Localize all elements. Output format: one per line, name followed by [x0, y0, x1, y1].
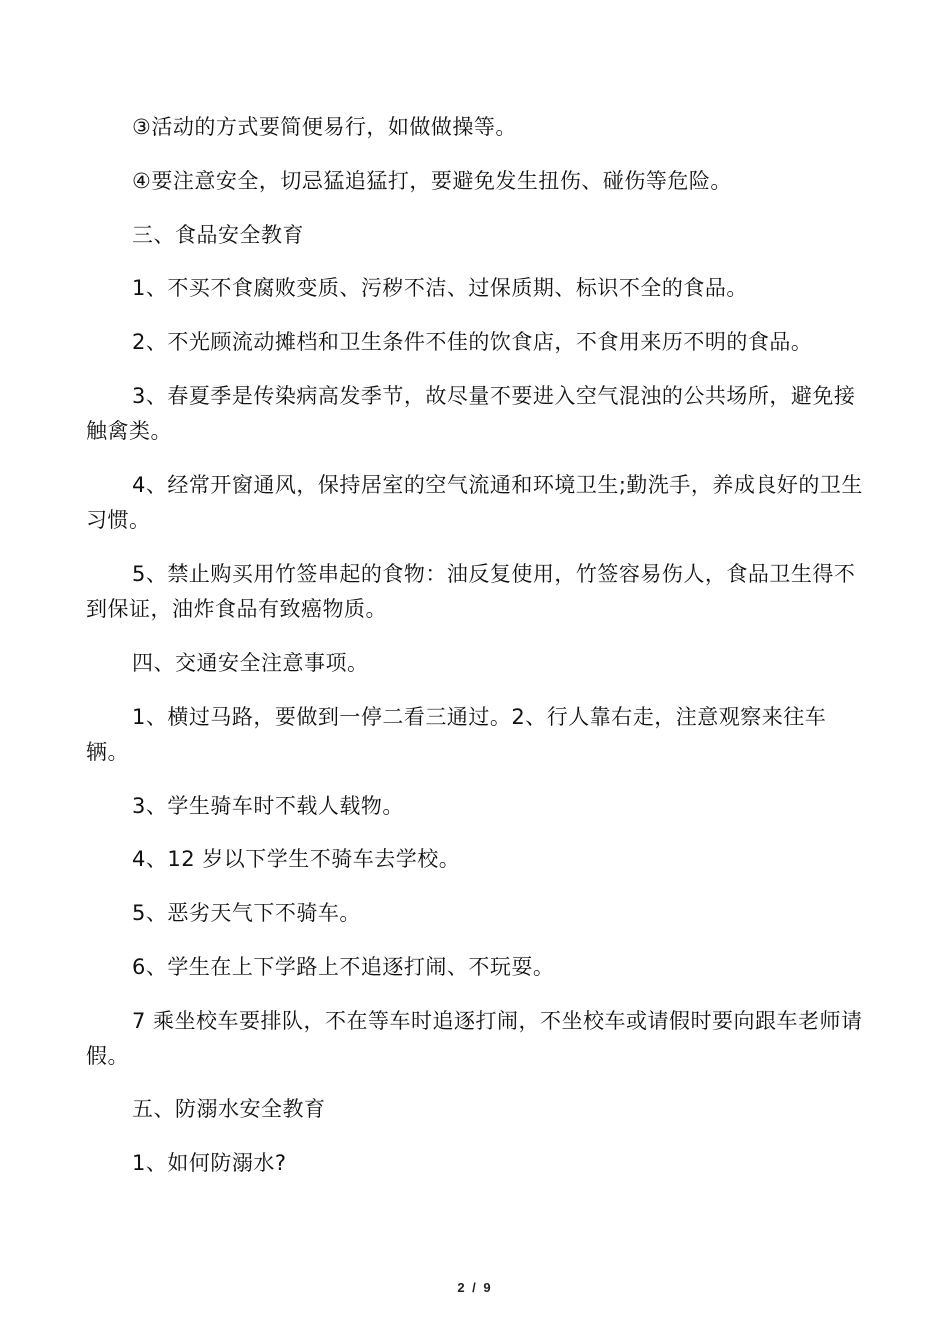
paragraph-food-5: 5、禁止购买用竹签串起的食物：油反复使用，竹签容易伤人，食品卫生得不到保证，油炸食品有致癌物质。: [86, 562, 856, 621]
paragraph-traffic-4: 4、12 岁以下学生不骑车去学校。: [132, 847, 461, 871]
section-heading-traffic-safety: 四、交通安全注意事项。: [132, 651, 369, 675]
paragraph-drowning-1: 1、如何防溺水?: [132, 1151, 287, 1175]
paragraph-traffic-5: 5、恶劣天气下不骑车。: [132, 901, 361, 925]
paragraph-traffic-3: 3、学生骑车时不载人载物。: [132, 794, 404, 818]
paragraph-safety-warning: ④要注意安全，切忌猛追猛打，要避免发生扭伤、碰伤等危险。: [132, 169, 732, 193]
section-heading-food-safety: 三、食品安全教育: [132, 223, 304, 247]
section-heading-drowning-prevention: 五、防溺水安全教育: [132, 1097, 326, 1121]
paragraph-food-1: 1、不买不食腐败变质、污秽不洁、过保质期、标识不全的食品。: [132, 276, 748, 300]
paragraph-activity-method: ③活动的方式要简便易行，如做做操等。: [132, 115, 517, 139]
paragraph-food-4: 4、经常开窗通风，保持居室的空气流通和环境卫生;勤洗手，养成良好的卫生习惯。: [86, 473, 863, 532]
paragraph-traffic-6: 6、学生在上下学路上不追逐打闹、不玩耍。: [132, 955, 555, 979]
paragraph-traffic-7: 7 乘坐校车要排队，不在等车时追逐打闹，不坐校车或请假时要向跟车老师请假。: [86, 1009, 863, 1068]
paragraph-food-3: 3、春夏季是传染病高发季节，故尽量不要进入空气混浊的公共场所，避免接触禽类。: [86, 384, 856, 443]
paragraph-food-2: 2、不光顾流动摊档和卫生条件不佳的饮食店，不食用来历不明的食品。: [132, 330, 813, 354]
paragraph-traffic-1-2: 1、横过马路，要做到一停二看三通过。2、行人靠右走，注意观察来往车辆。: [86, 705, 827, 764]
page-indicator: 2 / 9: [457, 1280, 493, 1295]
